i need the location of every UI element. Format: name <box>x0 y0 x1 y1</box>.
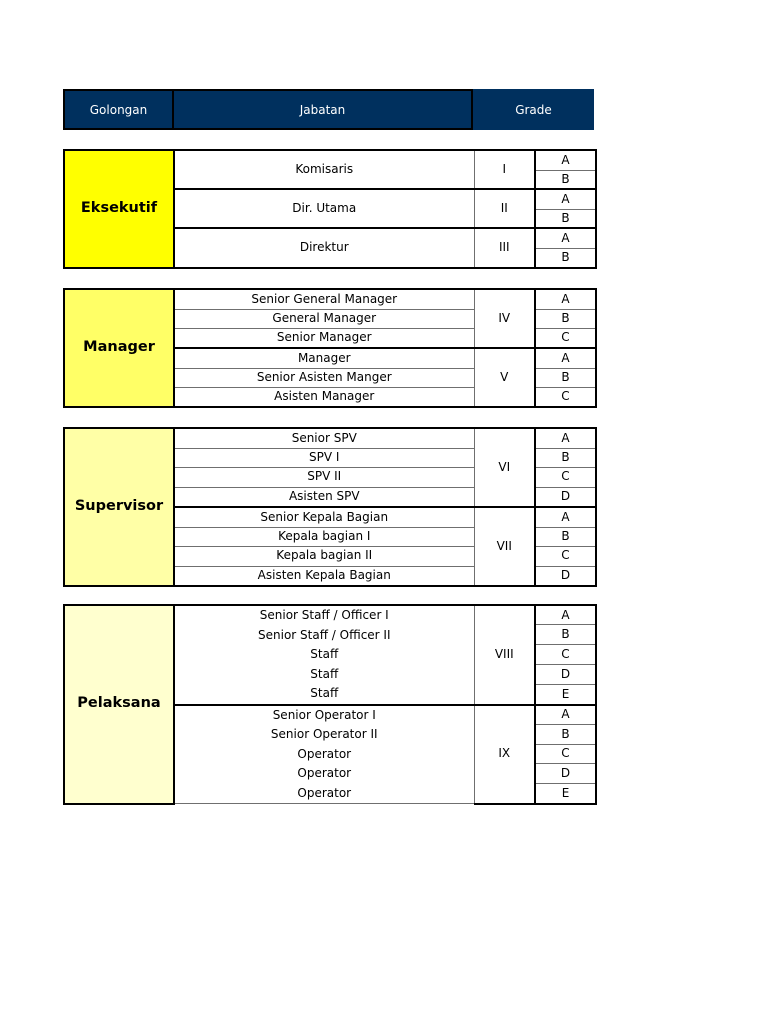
position-cell: Senior Manager <box>174 328 474 348</box>
header-grade: Grade <box>515 102 552 117</box>
level-cell: III <box>474 228 535 268</box>
table-header <box>63 89 594 130</box>
position-cell: Dir. Utama <box>174 189 474 228</box>
grade-cell: A <box>535 289 596 309</box>
grade-cell: B <box>535 309 596 328</box>
position-line: Operator <box>297 766 352 780</box>
header-golongan: Golongan <box>63 89 173 130</box>
position-cell: SPV II <box>174 467 474 487</box>
grade-cell: B <box>535 209 596 228</box>
grade-cell: E <box>535 784 596 804</box>
position-stack <box>174 605 474 705</box>
grade-cell: B <box>535 368 596 387</box>
grade-cell: B <box>535 170 596 189</box>
grade-cell: B <box>535 527 596 546</box>
position-line: Operator <box>297 746 352 761</box>
grade-cell: B <box>535 724 596 744</box>
grade-cell: C <box>535 328 596 348</box>
grade-cell: C <box>535 546 596 566</box>
position-cell: Senior Kepala Bagian <box>174 507 474 527</box>
grade-cell: A <box>535 189 596 209</box>
level-cell: V <box>474 348 535 407</box>
group-eksekutif <box>63 149 597 269</box>
position-line: Staff <box>310 647 339 661</box>
grade-cell: C <box>535 645 596 665</box>
grade-cell: A <box>535 348 596 368</box>
position-line: Senior Staff / Officer II <box>258 627 391 642</box>
golongan-manager: Manager <box>64 289 174 407</box>
grade-cell: C <box>535 467 596 487</box>
grade-cell: A <box>535 428 596 448</box>
level-cell: I <box>474 150 535 189</box>
position-line: Senior Operator I <box>272 707 376 722</box>
level-cell: VII <box>474 507 535 586</box>
position-cell: Kepala bagian I <box>174 527 474 546</box>
position-cell: General Manager <box>174 309 474 328</box>
position-line: Staff <box>310 666 339 681</box>
position-line: Senior Operator II <box>270 727 378 741</box>
grade-cell: D <box>535 566 596 586</box>
grade-cell: C <box>535 744 596 764</box>
golongan-supervisor: Supervisor <box>64 428 174 586</box>
level-cell: IV <box>474 289 535 348</box>
position-cell: Senior General Manager <box>174 289 474 309</box>
position-line: Staff <box>310 686 339 700</box>
group-supervisor <box>63 427 597 587</box>
position-cell: Direktur <box>174 228 474 268</box>
position-line: Operator <box>297 785 352 800</box>
position-cell: Senior SPV <box>174 428 474 448</box>
level-cell: IX <box>474 705 535 804</box>
grade-cell: A <box>535 150 596 170</box>
position-cell: Asisten SPV <box>174 487 474 507</box>
group-pelaksana <box>63 604 597 805</box>
golongan-pelaksana: Pelaksana <box>64 605 174 804</box>
grade-cell: A <box>535 605 596 625</box>
level-cell: VI <box>474 428 535 507</box>
level-cell: II <box>474 189 535 228</box>
grade-cell: B <box>535 448 596 467</box>
position-cell: Kepala bagian II <box>174 546 474 566</box>
grade-cell: D <box>535 665 596 685</box>
grade-cell: A <box>535 228 596 248</box>
position-cell: Komisaris <box>174 150 474 189</box>
group-manager <box>63 288 597 408</box>
position-cell: Asisten Manager <box>174 387 474 407</box>
golongan-eksekutif: Eksekutif <box>64 150 174 268</box>
position-cell: Senior Asisten Manger <box>174 368 474 387</box>
grade-cell: C <box>535 387 596 407</box>
grade-cell: A <box>535 705 596 725</box>
position-line: Senior Staff / Officer I <box>259 608 389 622</box>
position-cell: Manager <box>174 348 474 368</box>
grade-cell: D <box>535 487 596 507</box>
position-cell: SPV I <box>174 448 474 467</box>
grade-cell: A <box>535 507 596 527</box>
grade-cell: D <box>535 764 596 784</box>
grade-cell: B <box>535 625 596 645</box>
header-jabatan: Jabatan <box>173 89 473 130</box>
level-cell: VIII <box>474 605 535 705</box>
grade-cell: B <box>535 248 596 268</box>
position-stack <box>174 705 474 804</box>
position-cell: Asisten Kepala Bagian <box>174 566 474 586</box>
grade-cell: E <box>535 685 596 705</box>
